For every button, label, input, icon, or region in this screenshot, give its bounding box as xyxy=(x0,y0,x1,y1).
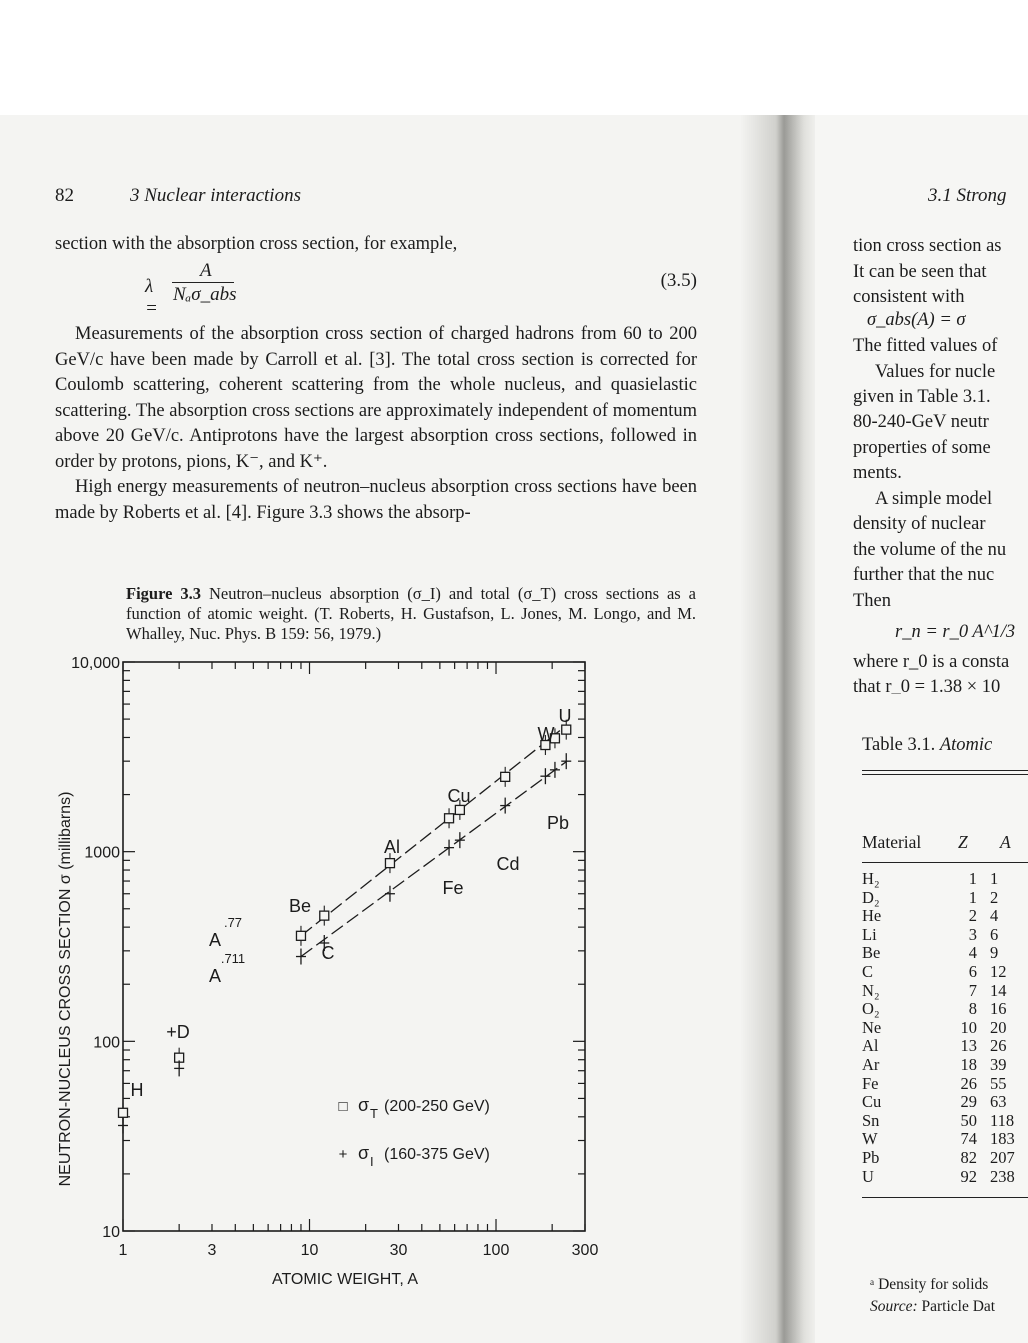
point-label: A xyxy=(208,966,222,986)
cell-a: 20 xyxy=(990,1018,1007,1037)
cell-a: 4 xyxy=(990,907,999,926)
plot-frame xyxy=(123,662,585,1231)
legend-symbol: □ xyxy=(338,1098,348,1115)
right-text-line: Then xyxy=(853,591,892,611)
right-text-line: r_n = r_0 A^1/3 xyxy=(895,622,1016,642)
sigma-t-point xyxy=(501,772,510,781)
cell-z: 13 xyxy=(960,1036,977,1056)
x-tick-label: 3 xyxy=(207,1242,217,1259)
point-label: H xyxy=(130,1080,144,1100)
sigma-t-point xyxy=(385,859,394,868)
footnote-line-1: ᵃ Density for solids xyxy=(870,1276,989,1293)
cell-a: 6 xyxy=(990,925,999,944)
cell-material: Ar xyxy=(862,1054,880,1074)
cell-material: Cu xyxy=(862,1092,882,1112)
cell-material: Fe xyxy=(862,1073,879,1093)
intro-text: section with the absorption cross section, for example, xyxy=(55,234,458,254)
right-page-text xyxy=(853,234,1028,694)
table-rule-bottom xyxy=(862,1197,1028,1198)
cell-material: Li xyxy=(862,924,877,944)
x-tick-label: 1 xyxy=(118,1242,128,1259)
point-label: C xyxy=(321,943,335,963)
table-title-text: Atomic xyxy=(939,735,993,755)
x-tick-label: 100 xyxy=(482,1242,510,1259)
right-text-line: given in Table 3.1. xyxy=(853,387,991,407)
cell-z: 29 xyxy=(960,1092,977,1112)
cell-a: 16 xyxy=(990,1000,1007,1019)
legend-sigma: σ xyxy=(358,1095,370,1115)
table-header-z: Z xyxy=(958,832,968,852)
legend-subscript: T xyxy=(370,1106,378,1121)
equation-numerator: A xyxy=(200,260,212,281)
right-text-line: that r_0 = 1.38 × 10 xyxy=(853,677,1001,694)
legend-range: (200-250 GeV) xyxy=(384,1098,490,1115)
table-rule-header xyxy=(862,862,1028,863)
figure-label: Figure 3.3 xyxy=(126,584,202,603)
right-text-line: σ_abs(A) = σ xyxy=(867,310,966,330)
figure-caption xyxy=(126,584,696,644)
cell-material: H₂ xyxy=(862,869,880,888)
y-tick-label: 10 xyxy=(102,1224,120,1241)
table-rule-top-double xyxy=(862,774,1028,775)
cell-z: 6 xyxy=(968,961,977,981)
y-axis-label: NEUTRON-NUCLEUS CROSS SECTION σ (millibarns) xyxy=(57,791,74,1187)
cell-a: 14 xyxy=(990,981,1007,1000)
point-label: Be xyxy=(288,896,312,916)
right-text-line: A simple model xyxy=(875,489,993,509)
cell-z: 82 xyxy=(960,1147,977,1167)
cell-material: D₂ xyxy=(862,887,880,907)
fit-lines xyxy=(301,731,570,957)
right-text-line: further that the nuc xyxy=(853,565,995,585)
cell-z: 8 xyxy=(968,999,977,1019)
cell-a: 207 xyxy=(990,1148,1015,1167)
cell-material: C xyxy=(862,961,874,981)
point-label: Pb xyxy=(546,813,570,833)
point-label: Cu xyxy=(447,786,471,806)
cell-material: He xyxy=(862,906,882,926)
paragraph-2: High energy measurements of neutron–nucleus absorption cross sections have been made by Roberts et al. [4]. Figure 3.3 shows the absorp- xyxy=(55,477,697,523)
right-text-line: ments. xyxy=(853,463,902,483)
table-header-a: A xyxy=(1000,832,1011,852)
sigma-t-point xyxy=(562,725,571,734)
point-label: .77 xyxy=(223,915,243,930)
cell-a: 2 xyxy=(990,888,999,907)
body-paragraphs xyxy=(55,322,697,526)
cell-z: 18 xyxy=(960,1054,977,1074)
cell-material: Pb xyxy=(862,1147,880,1167)
point-label: Cd xyxy=(496,854,520,874)
book-gutter xyxy=(740,115,820,1343)
fraction-bar xyxy=(172,282,234,283)
running-head: 3 Nuclear interactions xyxy=(130,185,301,206)
cell-a: 9 xyxy=(990,944,999,963)
cell-material: Be xyxy=(862,943,881,963)
table-footnote xyxy=(870,1274,995,1318)
cross-section-chart xyxy=(0,640,740,1300)
table-title xyxy=(862,735,992,756)
cell-material: Ne xyxy=(862,1017,882,1037)
y-tick-label: 1000 xyxy=(84,844,120,862)
right-text-line: The fitted values of xyxy=(853,336,998,356)
footnote-source-label: Source: xyxy=(870,1298,918,1315)
right-text-line: It can be seen that xyxy=(853,262,987,282)
legend-sigma: σ xyxy=(358,1143,370,1163)
fit-line xyxy=(301,761,570,956)
x-tick-label: 10 xyxy=(300,1242,319,1259)
point-label: W xyxy=(537,724,555,744)
paragraph-1: Measurements of the absorption cross section of charged hadrons from 60 to 200 GeV/c have been made by Carroll et al. [3]. The total cross section is corrected for Coulomb scattering, coherent scattering from the whole nucleus, and quasielastic scattering. The absorption cross sections are approximately independent of momentum above 20 GeV/c. Antiprotons have the largest absorption cross sections, followed in order by protons, pions, K⁻, and K⁺. xyxy=(55,324,697,472)
equation-number: (3.5) xyxy=(660,270,697,291)
footnote-source xyxy=(870,1296,995,1318)
cell-z: 1 xyxy=(968,869,977,888)
sigma-t-point xyxy=(445,814,454,823)
cell-z: 74 xyxy=(960,1129,977,1149)
right-running-head: 3.1 Strong xyxy=(928,185,1007,206)
table-header-material: Material xyxy=(862,832,922,852)
plot-axes xyxy=(123,662,585,1231)
right-text-line: properties of some xyxy=(853,438,991,458)
cell-a: 118 xyxy=(990,1111,1015,1130)
point-label: U xyxy=(558,706,572,726)
point-label: Fe xyxy=(442,878,464,898)
cell-z: 4 xyxy=(968,943,977,963)
cell-z: 1 xyxy=(968,887,977,907)
x-tick-label: 300 xyxy=(571,1242,599,1259)
equation-lhs: λ = xyxy=(145,276,158,319)
cell-material: Sn xyxy=(862,1110,880,1130)
cell-a: 55 xyxy=(990,1074,1007,1093)
intro-line xyxy=(55,232,697,258)
cell-z: 26 xyxy=(960,1073,977,1093)
table-rule-top xyxy=(862,770,1028,771)
cell-z: 10 xyxy=(960,1017,977,1037)
cell-a: 26 xyxy=(990,1037,1007,1056)
cell-material: W xyxy=(862,1129,878,1149)
footnote-source-text: Particle Dat xyxy=(921,1298,996,1315)
cell-material: Al xyxy=(862,1036,879,1056)
data-points xyxy=(118,720,571,1134)
cell-a: 63 xyxy=(990,1093,1007,1112)
point-label: A xyxy=(208,930,222,950)
sigma-t-point xyxy=(320,911,329,920)
point-labels xyxy=(131,706,572,1100)
right-text-line: density of nuclear xyxy=(853,514,986,534)
cell-material: U xyxy=(862,1166,874,1186)
plot-ticks xyxy=(71,655,598,1259)
cell-z: 92 xyxy=(960,1166,977,1186)
chart-legend xyxy=(338,1095,489,1169)
cell-a: 12 xyxy=(990,962,1007,981)
sigma-t-point xyxy=(119,1108,128,1117)
point-label: Al xyxy=(383,837,401,857)
cell-material: O₂ xyxy=(862,999,880,1019)
right-text-line: consistent with xyxy=(853,287,965,307)
equation-3-5 xyxy=(145,260,697,319)
legend-symbol: + xyxy=(338,1146,348,1163)
sigma-t-point xyxy=(296,931,305,940)
cell-z: 50 xyxy=(960,1110,977,1130)
cell-z: 2 xyxy=(968,906,977,926)
fit-line xyxy=(301,731,560,936)
point-label: +D xyxy=(166,1022,190,1042)
right-text-line: where r_0 is a consta xyxy=(853,652,1010,672)
x-tick-label: 30 xyxy=(389,1242,408,1259)
legend-range: (160-375 GeV) xyxy=(384,1146,490,1163)
right-text-line: tion cross section as xyxy=(853,236,1002,256)
cell-z: 7 xyxy=(968,980,977,1000)
table-title-number: Table 3.1. xyxy=(862,735,940,755)
right-text-line: 80-240-GeV neutr xyxy=(853,412,989,432)
equation-denominator: Nₐσ_abs xyxy=(173,284,237,305)
cell-material: N₂ xyxy=(862,980,880,1000)
x-axis-label: ATOMIC WEIGHT, A xyxy=(271,1271,419,1288)
cell-z: 3 xyxy=(968,924,977,944)
right-text-line: the volume of the nu xyxy=(853,540,1007,560)
page-number: 82 xyxy=(55,185,74,206)
cell-a: 39 xyxy=(990,1055,1007,1074)
figure-caption-text: Neutron–nucleus absorption (σ_I) and total (σ_T) cross sections as a function of atomic weight. (T. Roberts, H. Gustafson, L. Jones, M. Longo, and M. Whalley, Nuc. Phys. B 159: 56, 1979.) xyxy=(126,584,696,643)
point-label: .711 xyxy=(220,951,246,966)
sigma-t-point xyxy=(455,805,464,814)
cell-a: 238 xyxy=(990,1167,1015,1186)
y-tick-label: 100 xyxy=(93,1034,120,1052)
right-text-line: Values for nucle xyxy=(875,362,996,382)
y-tick-label: 10,000 xyxy=(71,655,120,672)
legend-subscript: I xyxy=(370,1154,374,1169)
cell-a: 183 xyxy=(990,1130,1015,1149)
cell-a: 1 xyxy=(990,870,999,888)
